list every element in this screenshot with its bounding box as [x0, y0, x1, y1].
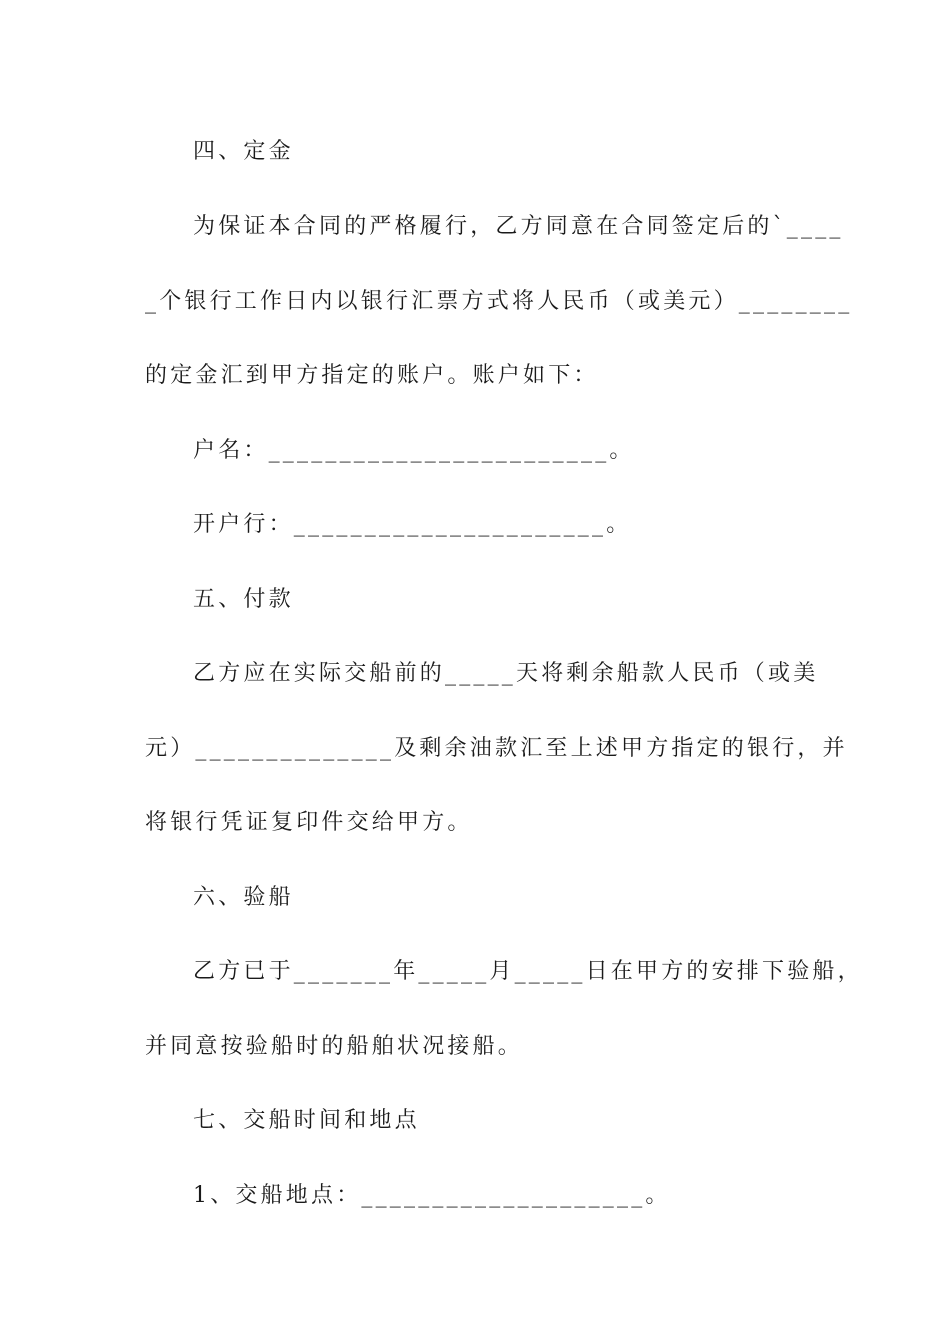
paragraph-line: 将银行凭证复印件交给甲方。 [145, 810, 473, 835]
paragraph-line: 乙方应在实际交船前的_____天将剩余船款人民币（或美 [193, 661, 819, 686]
paragraph-line: 为保证本合同的严格履行，乙方同意在合同签定后的`____ [193, 214, 844, 239]
section-heading-payment: 五、付款 [193, 587, 294, 612]
section-heading-deposit: 四、定金 [193, 139, 294, 164]
delivery-place-line: 1、交船地点：____________________。 [193, 1183, 671, 1208]
paragraph-line: 的定金汇到甲方指定的账户。账户如下： [145, 363, 599, 388]
section-heading-delivery: 七、交船时间和地点 [193, 1108, 420, 1133]
paragraph-line: 并同意按验船时的船舶状况接船。 [145, 1034, 524, 1059]
section-heading-inspection: 六、验船 [193, 885, 294, 910]
paragraph-line: _个银行工作日内以银行汇票方式将人民币（或美元）________ [145, 289, 853, 314]
paragraph-line: 乙方已于_______年_____月_____日在甲方的安排下验船， [193, 959, 863, 984]
account-name-line: 户名：________________________。 [193, 438, 635, 463]
paragraph-line: 元）______________及剩余油款汇至上述甲方指定的银行，并 [145, 736, 848, 761]
bank-line: 开户行：______________________。 [193, 512, 632, 537]
